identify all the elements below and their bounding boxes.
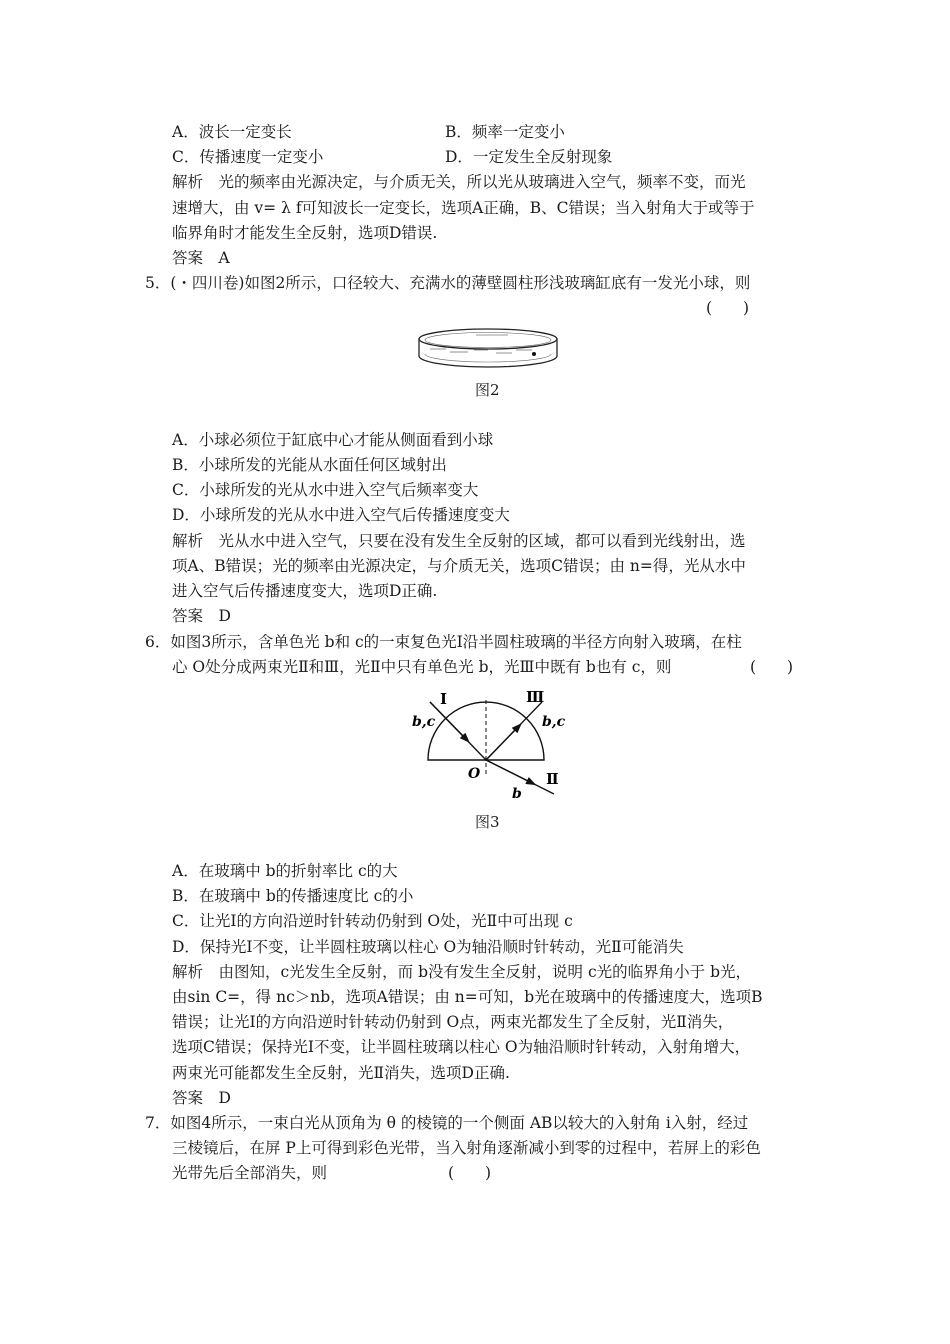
q5-stem: 5．(・四川卷)如图2所示，口径较大、充满水的薄壁圆柱形浅玻璃缸底有一发光小球，则 [145,274,751,292]
q5-answer: 答案 D [172,607,231,625]
q5-analysis-line: 进入空气后传播速度变大，选项D正确. [172,582,438,600]
q7-stem-line: 光带先后全部消失，则 [172,1164,328,1182]
q6-analysis-line: 由sin C=，得 nc＞nb，选项A错误；由 n=可知，b光在玻璃中的传播速度大，选项B [172,988,763,1006]
q4-analysis-line: 速增大，由 v= λ f可知波长一定变长，选项A正确，B、C错误；当入射角大于或等于 [172,199,755,217]
q5-analysis-line: 解析 光从水中进入空气，只要在没有发生全反射的区域，都可以看到光线射出，选 [172,532,746,550]
q4-analysis-line: 解析 光的频率由光源决定，与介质无关，所以光从玻璃进入空气，频率不变，而光 [172,173,746,191]
q6-analysis-line: 错误；让光Ⅰ的方向沿逆时针转动仍射到 O点，两束光都发生了全反射，光Ⅱ消失， [172,1013,734,1031]
q5-answer-bracket: ( ) [706,299,750,317]
q6-option-d: D．保持光Ⅰ不变，让半圆柱玻璃以柱心 O为轴沿顺时针转动，光Ⅱ可能消失 [172,938,684,956]
q4-option-b: B．频率一定变小 [445,123,565,141]
q5-option-b: B．小球所发的光能从水面任何区域射出 [172,456,447,474]
label-III: Ⅲ [526,688,545,706]
q7-stem-line: 7．如图4所示，一束白光从顶角为 θ 的棱镜的一个侧面 AB以较大的入射角 i入射，经过 [145,1114,749,1132]
q5-option-d: D．小球所发的光从水中进入空气后传播速度变大 [172,506,510,524]
figure-2-caption: 图2 [475,381,500,399]
q6-option-b: B．在玻璃中 b的传播速度比 c的小 [172,887,414,905]
q5-analysis-line: 项A、B错误；光的频率由光源决定，与介质无关，选项C错误；由 n=得，光从水中 [172,557,746,575]
q4-option-a: A．波长一定变长 [172,123,292,141]
label-O: O [468,766,481,782]
q6-analysis-line: 解析 由图知，c光发生全反射，而 b没有发生全反射，说明 c光的临界角小于 b光， [172,963,751,981]
q7-stem-line: 三棱镜后，在屏 P上可得到彩色光带，当入射角逐渐减小到零的过程中，若屏上的彩色 [172,1139,761,1157]
label-II: Ⅱ [546,770,559,788]
q6-option-c: C．让光Ⅰ的方向沿逆时针转动仍射到 O处，光Ⅱ中可出现 c [172,912,573,930]
q6-answer: 答案 D [172,1089,231,1107]
q6-stem-line: 心 O处分成两束光Ⅱ和Ⅲ，光Ⅱ中只有单色光 b，光Ⅲ中既有 b也有 c，则 [172,658,672,676]
q4-analysis-line: 临界角时才能发生全反射，选项D错误. [172,224,438,242]
q4-option-c: C．传播速度一定变小 [172,148,324,166]
label-bc-right: b,c [542,714,566,730]
q6-option-a: A．在玻璃中 b的折射率比 c的大 [172,862,398,880]
glowing-ball [532,352,536,356]
q6-analysis-line: 两束光可能都发生全反射，光Ⅱ消失，选项D正确. [172,1064,510,1082]
q6-answer-bracket: ( ) [750,658,794,676]
q5-option-a: A．小球必须位于缸底中心才能从侧面看到小球 [172,431,494,449]
figure-2-glass-tank [416,326,560,372]
q4-answer: 答案 A [172,249,230,267]
label-I: Ⅰ [440,690,448,708]
q7-answer-bracket: ( ) [448,1164,492,1182]
label-b: b [512,786,522,802]
label-bc-left: b,c [412,714,436,730]
figure-3-caption: 图3 [475,813,500,831]
q6-stem-line: 6．如图3所示，含单色光 b和 c的一束复色光Ⅰ沿半圆柱玻璃的半径方向射入玻璃，在柱 [145,633,742,651]
figure-3-semicylinder [400,682,580,802]
q4-option-d: D．一定发生全反射现象 [445,148,613,166]
q6-analysis-line: 选项C错误；保持光Ⅰ不变，让半圆柱玻璃以柱心 O为轴沿顺时针转动，入射角增大， [172,1038,751,1056]
q5-option-c: C．小球所发的光从水中进入空气后频率变大 [172,481,479,499]
